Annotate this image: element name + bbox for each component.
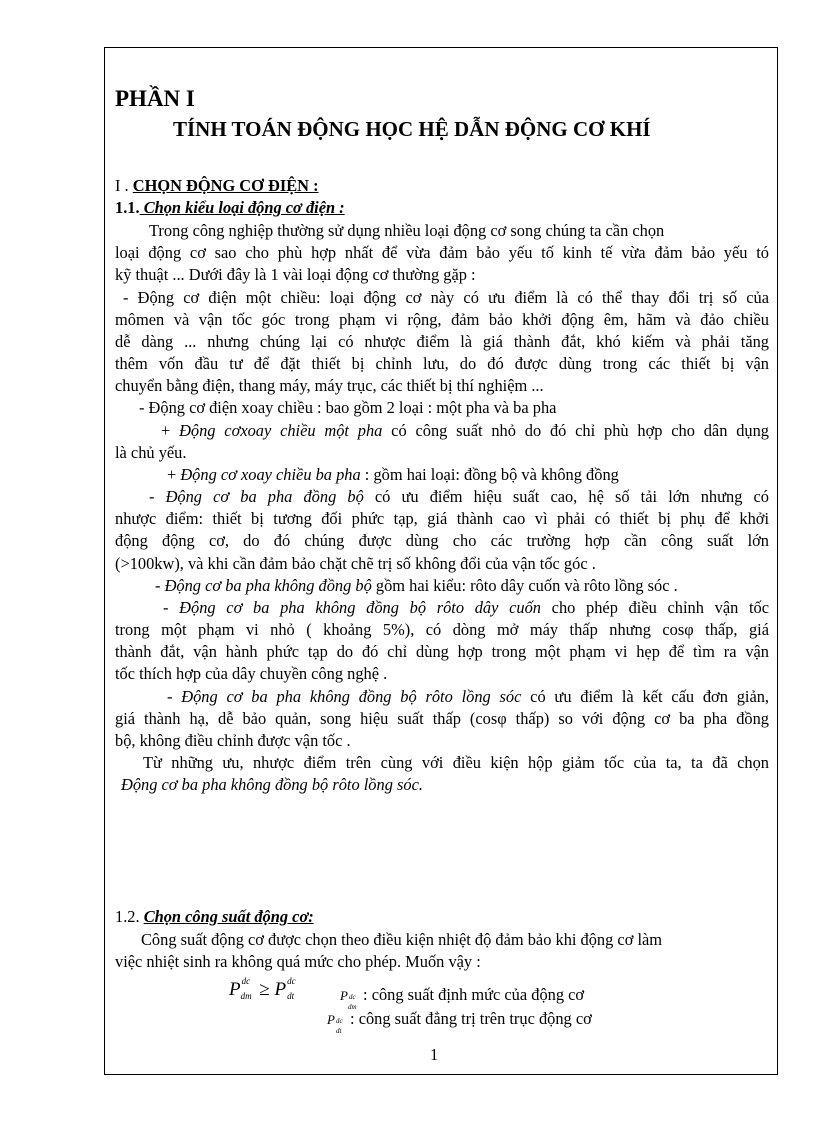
def-dm: P dc dm : công suất định mức của động cơ bbox=[340, 985, 585, 1011]
ac-motor-line: - Động cơ điện xoay chiều : bao gồm 2 loại : một pha và ba pha bbox=[139, 398, 557, 417]
three-phase-line: + Động cơ xoay chiều ba pha : gồm hai loại: đồng bộ và không đồng bbox=[167, 465, 619, 484]
intro-line-1: Trong công nghiệp thường sử dụng nhiều loại động cơ song chúng ta cần chọn bbox=[149, 221, 665, 240]
sub11-number: 1.1. bbox=[115, 198, 140, 217]
sync-line-1: - Động cơ ba pha đồng bộ có ưu điểm hiệu suất cao, hệ số tải lớn nhưng có bbox=[149, 487, 769, 506]
sub11-title: Chọn kiểu loại động cơ điện : bbox=[139, 198, 345, 217]
sync-line-3: động động cơ, do đó chúng được dùng cho các trường hợp cần công suất lớn bbox=[115, 531, 769, 550]
conclusion-line: Từ những ưu, nhược điểm trên cùng với điều kiện hộp giảm tốc của ta, ta đã chọn bbox=[143, 753, 769, 772]
dc-line-1: - Động cơ điện một chiều: loại động cơ này có ưu điểm là có thể thay đổi trị số của bbox=[123, 288, 769, 307]
sub12-title: Chọn công suất động cơ: bbox=[143, 907, 314, 926]
wound-line-3: thành đắt, vận hành phức tạp do đó chỉ dùng hợp trong một phạm vi hẹp để tìm ra vận bbox=[115, 642, 769, 661]
wound-term: Động cơ ba pha không đồng bộ rôto dây cuốn bbox=[179, 598, 541, 617]
section1-number: I . bbox=[115, 176, 129, 195]
squirrel-line-2: giá thành hạ, dễ bảo quản, song hiệu suất thấp (cosφ thấp) so với động cơ ba pha đồng bbox=[115, 709, 769, 728]
wound-line-1: - Động cơ ba pha không đồng bộ rôto dây cuốn cho phép điều chỉnh vận tốc bbox=[163, 598, 770, 617]
sync-line-2: nhược điểm: thiết bị tương đối phức tạp, giá thành cao vì phải có thiết bị phụ để khởi bbox=[115, 509, 769, 528]
dc-line-5: chuyển bằng điện, thang máy, máy trục, các thiết bị thí nghiệm ... bbox=[115, 376, 544, 395]
squirrel-term: Động cơ ba pha không đồng bộ rôto lồng sóc bbox=[181, 687, 522, 706]
sub12-line-2: việc nhiệt sinh ra không quá mức cho phép. Muốn vậy : bbox=[115, 952, 481, 971]
async-line: - Động cơ ba pha không đồng bộ gồm hai kiểu: rôto dây cuốn và rôto lồng sóc . bbox=[155, 576, 678, 595]
section1-title: CHỌN ĐỘNG CƠ ĐIỆN : bbox=[132, 176, 319, 195]
intro-line-3: kỹ thuật ... Dưới đây là 1 vài loại động cơ thường gặp : bbox=[115, 265, 476, 284]
three-phase-term: Động cơ xoay chiều ba pha bbox=[180, 465, 361, 484]
section1-heading bbox=[115, 176, 319, 196]
squirrel-line-1: - Động cơ ba pha không đồng bộ rôto lồng sóc có ưu điểm là kết cấu đơn giản, bbox=[167, 687, 770, 706]
squirrel-line-3: bộ, không điều chỉnh được vận tốc . bbox=[115, 731, 351, 750]
sub12-heading bbox=[115, 907, 314, 927]
sync-line-4: (>100kw), và khi cần đảm bảo chặt chẽ trị số không đổi của vận tốc góc . bbox=[115, 554, 596, 573]
async-term: Động cơ ba pha không đồng bộ bbox=[164, 576, 372, 595]
sub11-heading bbox=[115, 198, 345, 218]
single-phase-line-2: là chủ yếu. bbox=[115, 443, 187, 462]
dc-line-2: mômen và vận tốc góc trong phạm vi rộng, đảm bảo khởi động êm, hãm và đảo chiều bbox=[115, 310, 769, 329]
part-title: TÍNH TOÁN ĐỘNG HỌC HỆ DẪN ĐỘNG CƠ KHÍ bbox=[173, 117, 651, 141]
def-dt: P dc dt : công suất đẳng trị trên trục động cơ bbox=[327, 1009, 592, 1035]
dc-line-4: thêm vốn đầu tư để đặt thiết bị chỉnh lưu, do đó được dùng trong các thiết bị vận bbox=[115, 354, 769, 373]
single-phase-line-1: + Động cơxoay chiều một pha có công suất nhỏ do đó chỉ phù hợp cho dân dụng bbox=[161, 421, 769, 440]
intro-line-2: loại động cơ sao cho phù hợp nhất để vừa đảm bảo yếu tố kinh tế vừa đảm bảo yếu tó bbox=[115, 243, 769, 262]
page-number: 1 bbox=[430, 1045, 439, 1064]
motor-choice: Động cơ ba pha không đồng bộ rôto lồng sóc. bbox=[121, 775, 423, 794]
sub12-number: 1.2. bbox=[115, 907, 144, 926]
dc-line-3: dễ dàng ... nhưng chúng lại có nhược điểm là giá thành đắt, khó kiếm và phải tăng bbox=[115, 332, 769, 351]
wound-line-4: tốc thích hợp của dây chuyền công nghệ . bbox=[115, 664, 388, 683]
sub12-line-1: Công suất động cơ được chọn theo điều kiện nhiệt độ đảm bảo khi động cơ làm bbox=[141, 930, 663, 949]
wound-line-2: trong một phạm vi nhỏ ( khoảng 5%), có dòng mở máy thấp nhưng cosφ thấp, giá bbox=[115, 620, 769, 639]
sync-term: Động cơ ba pha đồng bộ bbox=[165, 487, 364, 506]
part-label: PHẦN I bbox=[115, 86, 195, 111]
power-formula: P dc dm ≥ P dc dt bbox=[229, 976, 296, 1001]
single-phase-term: Động cơxoay chiều một pha bbox=[179, 421, 383, 440]
